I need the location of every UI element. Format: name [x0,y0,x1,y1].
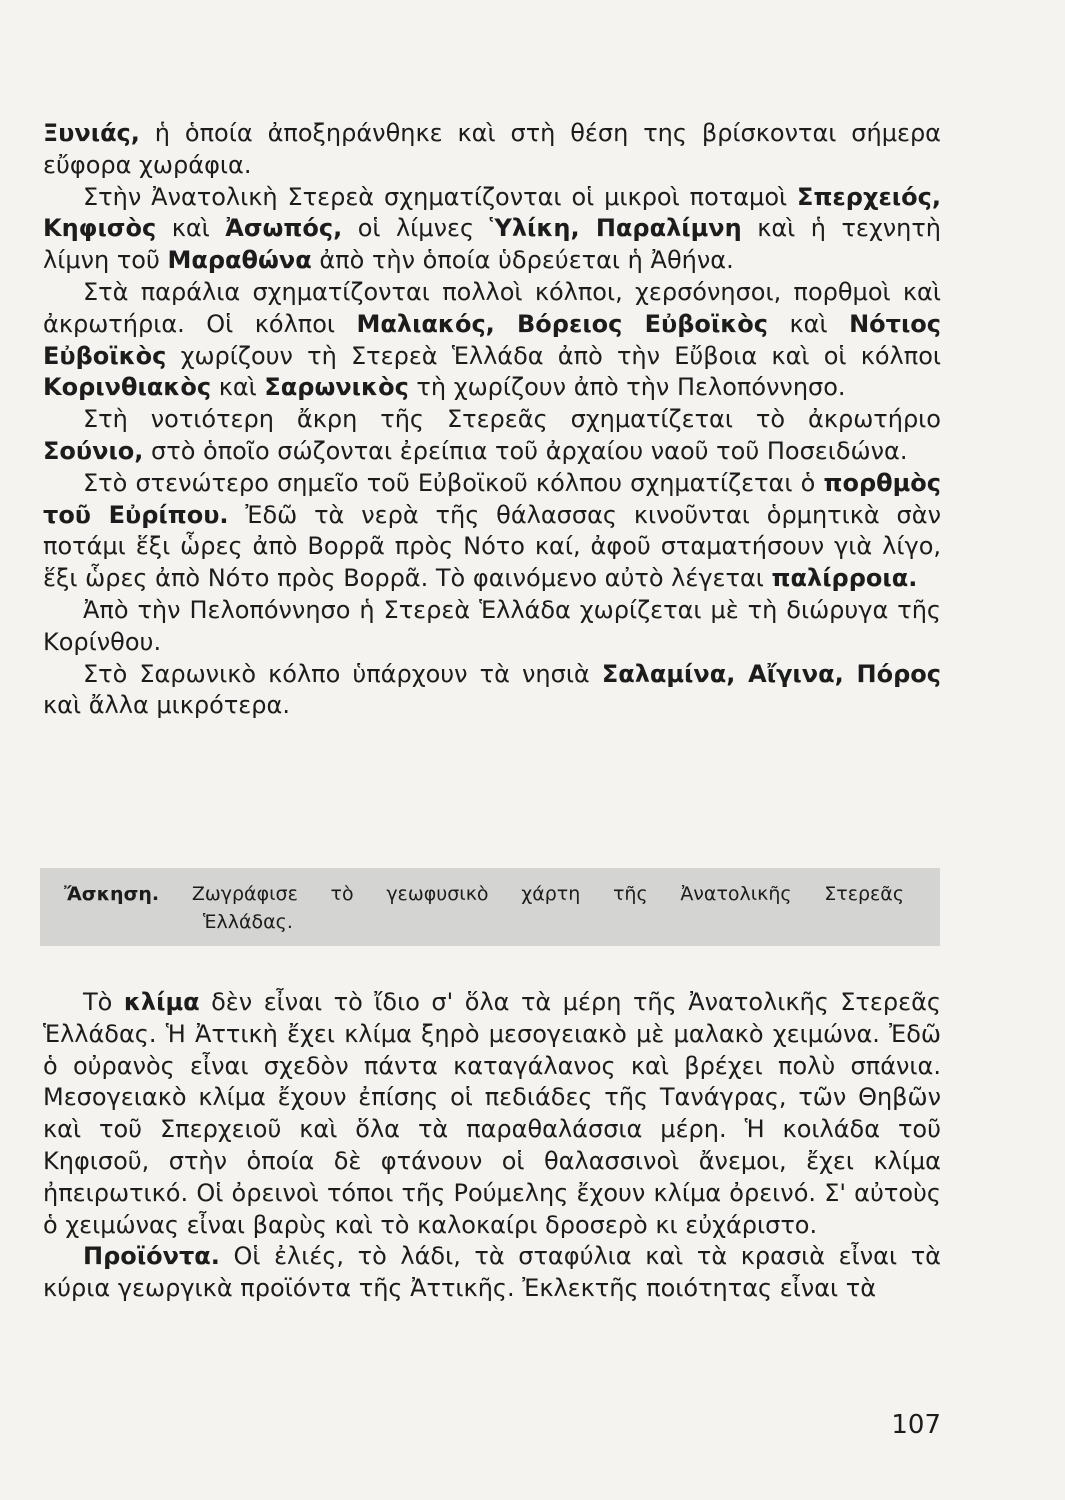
paragraph-climate: Τὸ κλίμα δὲν εἶναι τὸ ἴδιο σ' ὅλα τὰ μέρη τῆς Ἀνατολικῆς Στερεᾶς Ἑλλάδας. Ἡ Ἀττικὴ ἔχει κλίμα ξηρὸ μεσογειακὸ μὲ μαλακὸ χειμώνα. Ἐδῶ ὁ οὐρανὸς εἶναι σχεδὸν πάντα καταγάλανος καὶ βρέχει πολὺ σπάνια. Μεσογειακὸ κλίμα ἔχουν ἐπίσης οἱ πεδιάδες τῆς Τανάγρας, τῶν Θηβῶν καὶ τοῦ Σπερχειοῦ καὶ ὅλα τὰ παραθαλάσσια μέρη. Ἡ κοιλάδα τοῦ Κηφισοῦ, στὴν ὁποία δὲ φτάνουν οἱ θαλασσινοὶ ἄνεμοι, ἔχει κλίμα ἠπειρωτικό. Οἱ ὀρεινοὶ τόποι τῆς Ρούμελης ἔχουν κλίμα ὀρεινό. Σ' αὐτοὺς ὁ χειμώνας εἶναι βαρὺς καὶ τὸ καλοκαίρι δροσερὸ κι εὐχάριστο. [43,988,941,1239]
paragraph-islands: Στὸ Σαρωνικὸ κόλπο ὑπάρχουν τὰ νησιὰ Σαλαμίνα, Αἴγινα, Πόρος καὶ ἄλλα μικρότερα. [43,659,941,720]
paragraph-products: Προϊόντα. Οἱ ἐλιές, τὸ λάδι, τὰ σταφύλια καὶ τὰ κρασιὰ εἶναι τὰ κύρια γεωργικὰ προϊόντα τῆς Ἀττικῆς. Ἐκλεκτῆς ποιότητας εἶναι τὰ [43,1242,941,1303]
paragraph-gulfs: Στὰ παράλια σχηματίζονται πολλοὶ κόλποι, χερσόνησοι, πορθμοὶ καὶ ἀκρωτήρια. Οἱ κόλποι Μαλιακός, Βόρειος Εὐβοϊκὸς καὶ Νότιος Εὐβοϊκὸς χωρίζουν τὴ Στερεὰ Ἑλλάδα ἀπὸ τὴν Εὔβοια καὶ οἱ κόλποι Κορινθιακὸς καὶ Σαρωνικὸς τὴ χωρίζουν ἀπὸ τὴν Πελοπόννησο. [43,277,942,402]
paragraph-rivers-lakes: Στὴν Ἀνατολικὴ Στερεὰ σχηματίζονται οἱ μικροὶ ποταμοὶ Σπερχειός, Κηφισὸς καὶ Ἀσωπός, οἱ λίμνες Ὑλίκη, Παραλίμνη καὶ ἡ τεχνητὴ λίμνη τοῦ Μαραθώνα ἀπὸ τὴν ὁποία ὑδρεύεται ἡ Ἀθήνα. [43,182,942,275]
exercise-line-2: Ἑλλάδας. [203,911,293,933]
paragraph-xynias: Ξυνιάς, ἡ ὁποία ἀποξηράνθηκε καὶ στὴ θέση της βρίσκονται σήμερα εὔφορα χωράφια. [43,119,941,179]
paragraph-sounio: Στὴ νοτιότερη ἄκρη τῆς Στερεᾶς σχηματίζεται τὸ ἀκρωτήριο Σούνιο, στὸ ὁποῖο σώζονται ἐρείπια τοῦ ἀρχαίου ναοῦ τοῦ Ποσειδώνα. [43,405,941,465]
text-block-lower [43,987,941,1305]
text-block-upper [43,118,941,722]
exercise-text [64,880,904,936]
exercise-line-1: Ἄσκηση. Ζωγράφισε τὸ γεωφυσικὸ χάρτη τῆς Ἀνατολικῆς Στερεᾶς [64,880,904,908]
exercise-label: Ἄσκηση. [64,883,160,905]
page-number: 107 [891,1410,941,1440]
paragraph-euripus: Στὸ στενώτερο σημεῖο τοῦ Εὐβοϊκοῦ κόλπου σχηματίζεται ὁ πορθμὸς τοῦ Εὐρίπου. Ἐδῶ τὰ νερὰ τῆς θάλασσας κινοῦνται ὁρμητικὰ σὰν ποτάμι ἕξι ὧρες ἀπὸ Βορρᾶ πρὸς Νότο καί, ἀφοῦ σταματήσουν γιὰ λίγο, ἕξι ὧρες ἀπὸ Νότο πρὸς Βορρᾶ. Τὸ φαινόμενο αὐτὸ λέγεται παλίρροια. [43,468,941,593]
exercise-box [40,868,940,946]
paragraph-corinth-canal: Ἀπὸ τὴν Πελοπόννησο ἡ Στερεὰ Ἑλλάδα χωρίζεται μὲ τὴ διώρυγα τῆς Κορίνθου. [43,595,941,656]
